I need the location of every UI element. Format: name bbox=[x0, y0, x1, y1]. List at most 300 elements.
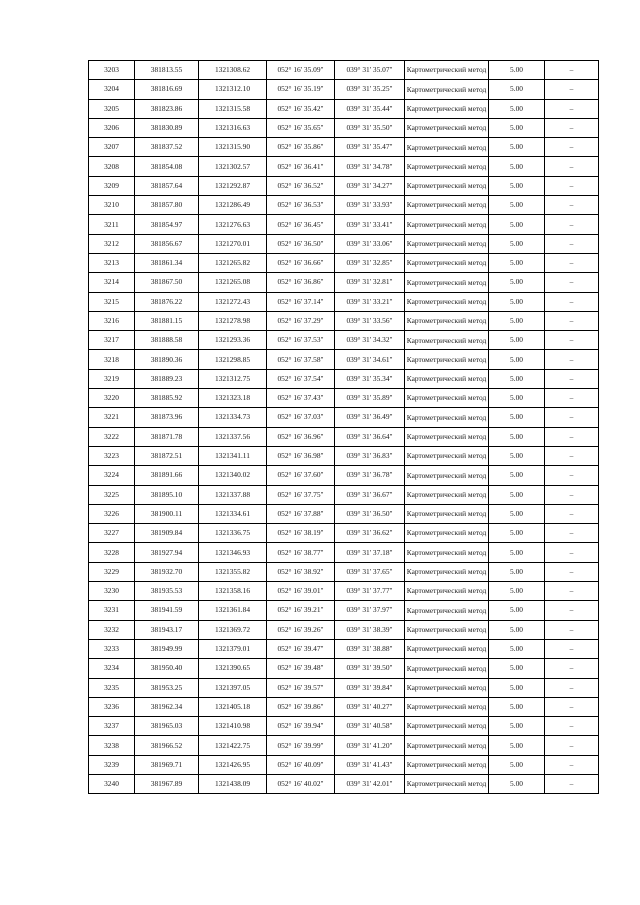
longitude-cell: 039° 31' 33.06" bbox=[335, 234, 405, 253]
table-row bbox=[89, 234, 599, 253]
x-coordinate-cell: 381927.94 bbox=[135, 543, 199, 562]
latitude-cell: 052° 16' 40.09" bbox=[267, 755, 335, 774]
x-coordinate-cell: 381854.08 bbox=[135, 157, 199, 176]
method-cell: Картометрический метод bbox=[405, 427, 489, 446]
y-coordinate-cell: 1321323.18 bbox=[199, 389, 267, 408]
accuracy-cell: 5.00 bbox=[489, 253, 545, 272]
table-row bbox=[89, 157, 599, 176]
note-cell: – bbox=[545, 562, 599, 581]
x-coordinate-cell: 381881.15 bbox=[135, 311, 199, 330]
table-row bbox=[89, 620, 599, 639]
accuracy-cell: 5.00 bbox=[489, 61, 545, 80]
table-row bbox=[89, 389, 599, 408]
accuracy-cell: 5.00 bbox=[489, 138, 545, 157]
table-row bbox=[89, 543, 599, 562]
longitude-cell: 039° 31' 35.47" bbox=[335, 138, 405, 157]
y-coordinate-cell: 1321272.43 bbox=[199, 292, 267, 311]
note-cell: – bbox=[545, 697, 599, 716]
table-row bbox=[89, 427, 599, 446]
accuracy-cell: 5.00 bbox=[489, 678, 545, 697]
table-row bbox=[89, 582, 599, 601]
note-cell: – bbox=[545, 273, 599, 292]
table-row bbox=[89, 408, 599, 427]
accuracy-cell: 5.00 bbox=[489, 697, 545, 716]
method-cell: Картометрический метод bbox=[405, 543, 489, 562]
latitude-cell: 052° 16' 36.53" bbox=[267, 196, 335, 215]
latitude-cell: 052° 16' 39.94" bbox=[267, 717, 335, 736]
y-coordinate-cell: 1321316.63 bbox=[199, 118, 267, 137]
method-cell: Картометрический метод bbox=[405, 234, 489, 253]
y-coordinate-cell: 1321270.01 bbox=[199, 234, 267, 253]
table-row bbox=[89, 466, 599, 485]
table-row bbox=[89, 717, 599, 736]
x-coordinate-cell: 381966.52 bbox=[135, 736, 199, 755]
longitude-cell: 039° 31' 35.07" bbox=[335, 61, 405, 80]
table-row bbox=[89, 118, 599, 137]
method-cell: Картометрический метод bbox=[405, 157, 489, 176]
longitude-cell: 039° 31' 37.65" bbox=[335, 562, 405, 581]
point-number-cell: 3230 bbox=[89, 582, 135, 601]
note-cell: – bbox=[545, 157, 599, 176]
coordinates-table-sheet bbox=[88, 60, 598, 794]
accuracy-cell: 5.00 bbox=[489, 582, 545, 601]
accuracy-cell: 5.00 bbox=[489, 446, 545, 465]
note-cell: – bbox=[545, 350, 599, 369]
latitude-cell: 052° 16' 36.66" bbox=[267, 253, 335, 272]
latitude-cell: 052° 16' 39.86" bbox=[267, 697, 335, 716]
x-coordinate-cell: 381932.70 bbox=[135, 562, 199, 581]
y-coordinate-cell: 1321346.93 bbox=[199, 543, 267, 562]
method-cell: Картометрический метод bbox=[405, 504, 489, 523]
method-cell: Картометрический метод bbox=[405, 331, 489, 350]
point-number-cell: 3237 bbox=[89, 717, 135, 736]
point-number-cell: 3223 bbox=[89, 446, 135, 465]
accuracy-cell: 5.00 bbox=[489, 524, 545, 543]
method-cell: Картометрический метод bbox=[405, 273, 489, 292]
x-coordinate-cell: 381885.92 bbox=[135, 389, 199, 408]
point-number-cell: 3225 bbox=[89, 485, 135, 504]
accuracy-cell: 5.00 bbox=[489, 369, 545, 388]
longitude-cell: 039° 31' 40.27" bbox=[335, 697, 405, 716]
table-row bbox=[89, 311, 599, 330]
point-number-cell: 3213 bbox=[89, 253, 135, 272]
y-coordinate-cell: 1321369.72 bbox=[199, 620, 267, 639]
note-cell: – bbox=[545, 253, 599, 272]
accuracy-cell: 5.00 bbox=[489, 118, 545, 137]
longitude-cell: 039° 31' 35.50" bbox=[335, 118, 405, 137]
y-coordinate-cell: 1321422.75 bbox=[199, 736, 267, 755]
x-coordinate-cell: 381941.59 bbox=[135, 601, 199, 620]
method-cell: Картометрический метод bbox=[405, 446, 489, 465]
point-number-cell: 3206 bbox=[89, 118, 135, 137]
longitude-cell: 039° 31' 36.83" bbox=[335, 446, 405, 465]
note-cell: – bbox=[545, 601, 599, 620]
longitude-cell: 039° 31' 39.84" bbox=[335, 678, 405, 697]
latitude-cell: 052° 16' 37.14" bbox=[267, 292, 335, 311]
accuracy-cell: 5.00 bbox=[489, 717, 545, 736]
x-coordinate-cell: 381909.84 bbox=[135, 524, 199, 543]
method-cell: Картометрический метод bbox=[405, 562, 489, 581]
longitude-cell: 039° 31' 36.78" bbox=[335, 466, 405, 485]
accuracy-cell: 5.00 bbox=[489, 273, 545, 292]
accuracy-cell: 5.00 bbox=[489, 755, 545, 774]
longitude-cell: 039° 31' 36.50" bbox=[335, 504, 405, 523]
point-number-cell: 3240 bbox=[89, 774, 135, 793]
accuracy-cell: 5.00 bbox=[489, 389, 545, 408]
accuracy-cell: 5.00 bbox=[489, 620, 545, 639]
table-row bbox=[89, 350, 599, 369]
x-coordinate-cell: 381900.11 bbox=[135, 504, 199, 523]
y-coordinate-cell: 1321405.18 bbox=[199, 697, 267, 716]
method-cell: Картометрический метод bbox=[405, 485, 489, 504]
y-coordinate-cell: 1321312.10 bbox=[199, 80, 267, 99]
y-coordinate-cell: 1321276.63 bbox=[199, 215, 267, 234]
point-number-cell: 3221 bbox=[89, 408, 135, 427]
y-coordinate-cell: 1321379.01 bbox=[199, 639, 267, 658]
x-coordinate-cell: 381861.34 bbox=[135, 253, 199, 272]
note-cell: – bbox=[545, 466, 599, 485]
table-row bbox=[89, 755, 599, 774]
method-cell: Картометрический метод bbox=[405, 755, 489, 774]
x-coordinate-cell: 381837.52 bbox=[135, 138, 199, 157]
method-cell: Картометрический метод bbox=[405, 582, 489, 601]
point-number-cell: 3231 bbox=[89, 601, 135, 620]
point-number-cell: 3239 bbox=[89, 755, 135, 774]
y-coordinate-cell: 1321410.98 bbox=[199, 717, 267, 736]
note-cell: – bbox=[545, 659, 599, 678]
table-row bbox=[89, 215, 599, 234]
method-cell: Картометрический метод bbox=[405, 678, 489, 697]
x-coordinate-cell: 381890.36 bbox=[135, 350, 199, 369]
accuracy-cell: 5.00 bbox=[489, 196, 545, 215]
latitude-cell: 052° 16' 37.54" bbox=[267, 369, 335, 388]
x-coordinate-cell: 381876.22 bbox=[135, 292, 199, 311]
longitude-cell: 039° 31' 33.56" bbox=[335, 311, 405, 330]
x-coordinate-cell: 381816.69 bbox=[135, 80, 199, 99]
accuracy-cell: 5.00 bbox=[489, 466, 545, 485]
y-coordinate-cell: 1321334.61 bbox=[199, 504, 267, 523]
method-cell: Картометрический метод bbox=[405, 311, 489, 330]
note-cell: – bbox=[545, 639, 599, 658]
table-row bbox=[89, 138, 599, 157]
note-cell: – bbox=[545, 504, 599, 523]
table-row bbox=[89, 369, 599, 388]
accuracy-cell: 5.00 bbox=[489, 176, 545, 195]
latitude-cell: 052° 16' 36.96" bbox=[267, 427, 335, 446]
method-cell: Картометрический метод bbox=[405, 253, 489, 272]
longitude-cell: 039° 31' 32.85" bbox=[335, 253, 405, 272]
y-coordinate-cell: 1321358.16 bbox=[199, 582, 267, 601]
latitude-cell: 052° 16' 37.88" bbox=[267, 504, 335, 523]
x-coordinate-cell: 381872.51 bbox=[135, 446, 199, 465]
longitude-cell: 039° 31' 42.01" bbox=[335, 774, 405, 793]
accuracy-cell: 5.00 bbox=[489, 80, 545, 99]
table-row bbox=[89, 331, 599, 350]
point-number-cell: 3228 bbox=[89, 543, 135, 562]
point-number-cell: 3238 bbox=[89, 736, 135, 755]
latitude-cell: 052° 16' 39.99" bbox=[267, 736, 335, 755]
note-cell: – bbox=[545, 331, 599, 350]
point-number-cell: 3205 bbox=[89, 99, 135, 118]
accuracy-cell: 5.00 bbox=[489, 485, 545, 504]
table-row bbox=[89, 61, 599, 80]
accuracy-cell: 5.00 bbox=[489, 331, 545, 350]
latitude-cell: 052° 16' 39.21" bbox=[267, 601, 335, 620]
point-number-cell: 3235 bbox=[89, 678, 135, 697]
method-cell: Картометрический метод bbox=[405, 774, 489, 793]
method-cell: Картометрический метод bbox=[405, 639, 489, 658]
point-number-cell: 3204 bbox=[89, 80, 135, 99]
accuracy-cell: 5.00 bbox=[489, 504, 545, 523]
longitude-cell: 039° 31' 37.18" bbox=[335, 543, 405, 562]
point-number-cell: 3233 bbox=[89, 639, 135, 658]
x-coordinate-cell: 381830.89 bbox=[135, 118, 199, 137]
table-row bbox=[89, 273, 599, 292]
longitude-cell: 039° 31' 36.67" bbox=[335, 485, 405, 504]
longitude-cell: 039° 31' 34.78" bbox=[335, 157, 405, 176]
point-number-cell: 3211 bbox=[89, 215, 135, 234]
latitude-cell: 052° 16' 39.26" bbox=[267, 620, 335, 639]
note-cell: – bbox=[545, 678, 599, 697]
x-coordinate-cell: 381871.78 bbox=[135, 427, 199, 446]
longitude-cell: 039° 31' 39.50" bbox=[335, 659, 405, 678]
note-cell: – bbox=[545, 61, 599, 80]
y-coordinate-cell: 1321308.62 bbox=[199, 61, 267, 80]
point-number-cell: 3214 bbox=[89, 273, 135, 292]
table-row bbox=[89, 659, 599, 678]
accuracy-cell: 5.00 bbox=[489, 562, 545, 581]
latitude-cell: 052° 16' 39.48" bbox=[267, 659, 335, 678]
x-coordinate-cell: 381953.25 bbox=[135, 678, 199, 697]
point-number-cell: 3203 bbox=[89, 61, 135, 80]
longitude-cell: 039° 31' 37.77" bbox=[335, 582, 405, 601]
longitude-cell: 039° 31' 32.81" bbox=[335, 273, 405, 292]
accuracy-cell: 5.00 bbox=[489, 157, 545, 176]
method-cell: Картометрический метод bbox=[405, 176, 489, 195]
method-cell: Картометрический метод bbox=[405, 138, 489, 157]
y-coordinate-cell: 1321341.11 bbox=[199, 446, 267, 465]
table-row bbox=[89, 678, 599, 697]
latitude-cell: 052° 16' 35.42" bbox=[267, 99, 335, 118]
x-coordinate-cell: 381967.89 bbox=[135, 774, 199, 793]
longitude-cell: 039° 31' 35.44" bbox=[335, 99, 405, 118]
x-coordinate-cell: 381857.64 bbox=[135, 176, 199, 195]
y-coordinate-cell: 1321315.90 bbox=[199, 138, 267, 157]
longitude-cell: 039° 31' 34.61" bbox=[335, 350, 405, 369]
point-number-cell: 3226 bbox=[89, 504, 135, 523]
longitude-cell: 039° 31' 36.64" bbox=[335, 427, 405, 446]
y-coordinate-cell: 1321278.98 bbox=[199, 311, 267, 330]
x-coordinate-cell: 381889.23 bbox=[135, 369, 199, 388]
note-cell: – bbox=[545, 736, 599, 755]
longitude-cell: 039° 31' 38.88" bbox=[335, 639, 405, 658]
latitude-cell: 052° 16' 35.86" bbox=[267, 138, 335, 157]
method-cell: Картометрический метод bbox=[405, 118, 489, 137]
method-cell: Картометрический метод bbox=[405, 524, 489, 543]
note-cell: – bbox=[545, 755, 599, 774]
note-cell: – bbox=[545, 138, 599, 157]
y-coordinate-cell: 1321265.82 bbox=[199, 253, 267, 272]
y-coordinate-cell: 1321340.02 bbox=[199, 466, 267, 485]
x-coordinate-cell: 381935.53 bbox=[135, 582, 199, 601]
longitude-cell: 039° 31' 35.25" bbox=[335, 80, 405, 99]
x-coordinate-cell: 381823.86 bbox=[135, 99, 199, 118]
note-cell: – bbox=[545, 582, 599, 601]
point-number-cell: 3219 bbox=[89, 369, 135, 388]
longitude-cell: 039° 31' 37.97" bbox=[335, 601, 405, 620]
x-coordinate-cell: 381857.80 bbox=[135, 196, 199, 215]
y-coordinate-cell: 1321426.95 bbox=[199, 755, 267, 774]
latitude-cell: 052° 16' 38.77" bbox=[267, 543, 335, 562]
method-cell: Картометрический метод bbox=[405, 80, 489, 99]
y-coordinate-cell: 1321286.49 bbox=[199, 196, 267, 215]
point-number-cell: 3217 bbox=[89, 331, 135, 350]
latitude-cell: 052° 16' 35.09" bbox=[267, 61, 335, 80]
latitude-cell: 052° 16' 40.02" bbox=[267, 774, 335, 793]
coordinates-table bbox=[88, 60, 599, 794]
method-cell: Картометрический метод bbox=[405, 99, 489, 118]
note-cell: – bbox=[545, 774, 599, 793]
latitude-cell: 052° 16' 38.92" bbox=[267, 562, 335, 581]
y-coordinate-cell: 1321337.56 bbox=[199, 427, 267, 446]
table-row bbox=[89, 774, 599, 793]
point-number-cell: 3209 bbox=[89, 176, 135, 195]
note-cell: – bbox=[545, 427, 599, 446]
accuracy-cell: 5.00 bbox=[489, 774, 545, 793]
table-row bbox=[89, 697, 599, 716]
latitude-cell: 052° 16' 39.47" bbox=[267, 639, 335, 658]
x-coordinate-cell: 381856.67 bbox=[135, 234, 199, 253]
note-cell: – bbox=[545, 620, 599, 639]
latitude-cell: 052° 16' 37.58" bbox=[267, 350, 335, 369]
note-cell: – bbox=[545, 524, 599, 543]
latitude-cell: 052° 16' 35.19" bbox=[267, 80, 335, 99]
table-row bbox=[89, 736, 599, 755]
accuracy-cell: 5.00 bbox=[489, 215, 545, 234]
x-coordinate-cell: 381965.03 bbox=[135, 717, 199, 736]
y-coordinate-cell: 1321312.75 bbox=[199, 369, 267, 388]
note-cell: – bbox=[545, 485, 599, 504]
table-row bbox=[89, 253, 599, 272]
point-number-cell: 3208 bbox=[89, 157, 135, 176]
latitude-cell: 052° 16' 37.03" bbox=[267, 408, 335, 427]
table-row bbox=[89, 524, 599, 543]
note-cell: – bbox=[545, 234, 599, 253]
y-coordinate-cell: 1321298.85 bbox=[199, 350, 267, 369]
point-number-cell: 3215 bbox=[89, 292, 135, 311]
longitude-cell: 039° 31' 33.41" bbox=[335, 215, 405, 234]
y-coordinate-cell: 1321302.57 bbox=[199, 157, 267, 176]
longitude-cell: 039° 31' 38.39" bbox=[335, 620, 405, 639]
latitude-cell: 052° 16' 37.75" bbox=[267, 485, 335, 504]
x-coordinate-cell: 381943.17 bbox=[135, 620, 199, 639]
latitude-cell: 052° 16' 35.65" bbox=[267, 118, 335, 137]
method-cell: Картометрический метод bbox=[405, 601, 489, 620]
accuracy-cell: 5.00 bbox=[489, 601, 545, 620]
x-coordinate-cell: 381895.10 bbox=[135, 485, 199, 504]
y-coordinate-cell: 1321361.84 bbox=[199, 601, 267, 620]
method-cell: Картометрический метод bbox=[405, 350, 489, 369]
note-cell: – bbox=[545, 99, 599, 118]
method-cell: Картометрический метод bbox=[405, 369, 489, 388]
longitude-cell: 039° 31' 36.49" bbox=[335, 408, 405, 427]
point-number-cell: 3220 bbox=[89, 389, 135, 408]
method-cell: Картометрический метод bbox=[405, 61, 489, 80]
latitude-cell: 052° 16' 36.52" bbox=[267, 176, 335, 195]
note-cell: – bbox=[545, 292, 599, 311]
accuracy-cell: 5.00 bbox=[489, 427, 545, 446]
accuracy-cell: 5.00 bbox=[489, 659, 545, 678]
y-coordinate-cell: 1321355.82 bbox=[199, 562, 267, 581]
point-number-cell: 3236 bbox=[89, 697, 135, 716]
latitude-cell: 052° 16' 37.43" bbox=[267, 389, 335, 408]
latitude-cell: 052° 16' 37.53" bbox=[267, 331, 335, 350]
table-row bbox=[89, 504, 599, 523]
x-coordinate-cell: 381962.34 bbox=[135, 697, 199, 716]
method-cell: Картометрический метод bbox=[405, 717, 489, 736]
longitude-cell: 039° 31' 41.20" bbox=[335, 736, 405, 755]
longitude-cell: 039° 31' 35.34" bbox=[335, 369, 405, 388]
x-coordinate-cell: 381867.50 bbox=[135, 273, 199, 292]
x-coordinate-cell: 381873.96 bbox=[135, 408, 199, 427]
longitude-cell: 039° 31' 40.58" bbox=[335, 717, 405, 736]
note-cell: – bbox=[545, 717, 599, 736]
accuracy-cell: 5.00 bbox=[489, 350, 545, 369]
longitude-cell: 039° 31' 41.43" bbox=[335, 755, 405, 774]
method-cell: Картометрический метод bbox=[405, 215, 489, 234]
y-coordinate-cell: 1321265.08 bbox=[199, 273, 267, 292]
accuracy-cell: 5.00 bbox=[489, 99, 545, 118]
latitude-cell: 052° 16' 37.60" bbox=[267, 466, 335, 485]
method-cell: Картометрический метод bbox=[405, 697, 489, 716]
table-row bbox=[89, 601, 599, 620]
y-coordinate-cell: 1321293.36 bbox=[199, 331, 267, 350]
note-cell: – bbox=[545, 543, 599, 562]
latitude-cell: 052° 16' 36.98" bbox=[267, 446, 335, 465]
accuracy-cell: 5.00 bbox=[489, 543, 545, 562]
latitude-cell: 052° 16' 39.57" bbox=[267, 678, 335, 697]
accuracy-cell: 5.00 bbox=[489, 736, 545, 755]
y-coordinate-cell: 1321334.73 bbox=[199, 408, 267, 427]
note-cell: – bbox=[545, 408, 599, 427]
accuracy-cell: 5.00 bbox=[489, 292, 545, 311]
method-cell: Картометрический метод bbox=[405, 659, 489, 678]
accuracy-cell: 5.00 bbox=[489, 311, 545, 330]
point-number-cell: 3210 bbox=[89, 196, 135, 215]
method-cell: Картометрический метод bbox=[405, 292, 489, 311]
point-number-cell: 3224 bbox=[89, 466, 135, 485]
x-coordinate-cell: 381949.99 bbox=[135, 639, 199, 658]
point-number-cell: 3234 bbox=[89, 659, 135, 678]
latitude-cell: 052° 16' 37.29" bbox=[267, 311, 335, 330]
note-cell: – bbox=[545, 311, 599, 330]
y-coordinate-cell: 1321390.65 bbox=[199, 659, 267, 678]
longitude-cell: 039° 31' 35.89" bbox=[335, 389, 405, 408]
latitude-cell: 052° 16' 36.50" bbox=[267, 234, 335, 253]
longitude-cell: 039° 31' 33.21" bbox=[335, 292, 405, 311]
longitude-cell: 039° 31' 34.27" bbox=[335, 176, 405, 195]
accuracy-cell: 5.00 bbox=[489, 639, 545, 658]
note-cell: – bbox=[545, 446, 599, 465]
point-number-cell: 3212 bbox=[89, 234, 135, 253]
y-coordinate-cell: 1321336.75 bbox=[199, 524, 267, 543]
y-coordinate-cell: 1321438.09 bbox=[199, 774, 267, 793]
longitude-cell: 039° 31' 33.93" bbox=[335, 196, 405, 215]
method-cell: Картометрический метод bbox=[405, 620, 489, 639]
x-coordinate-cell: 381813.55 bbox=[135, 61, 199, 80]
point-number-cell: 3216 bbox=[89, 311, 135, 330]
note-cell: – bbox=[545, 176, 599, 195]
